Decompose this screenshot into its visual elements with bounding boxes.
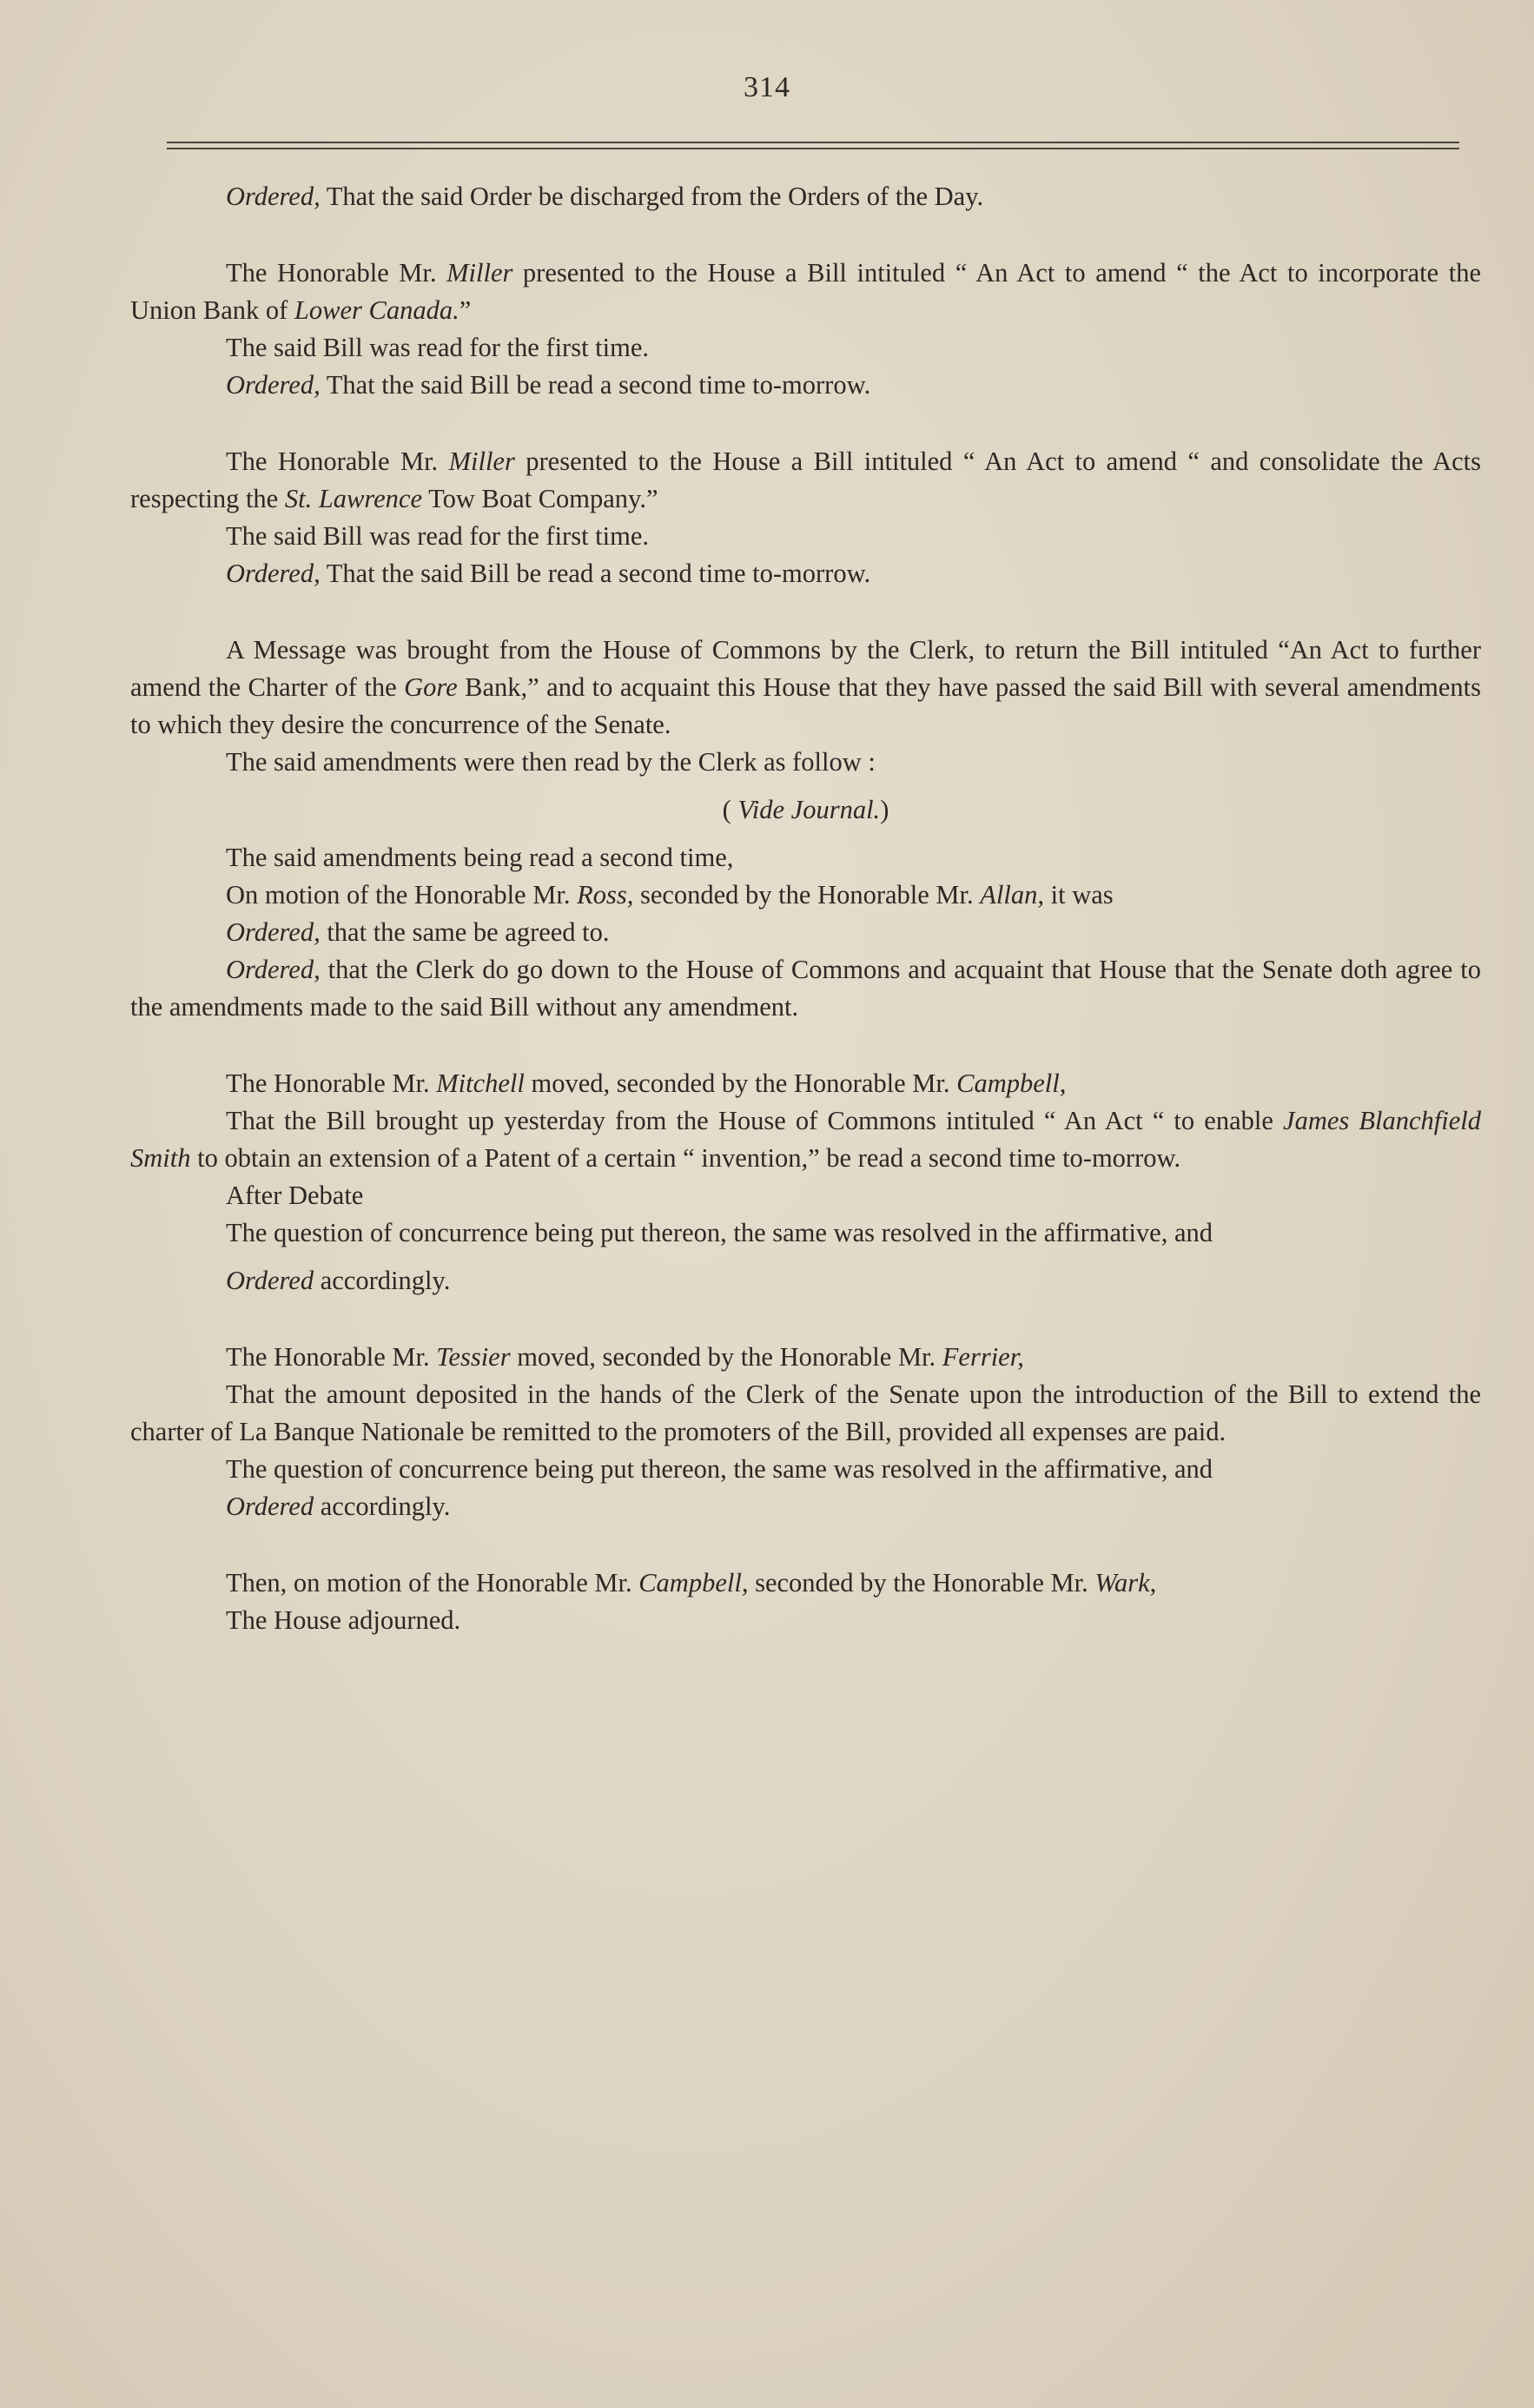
- text-run: The Honorable Mr.: [226, 1342, 437, 1372]
- italic-text: Miller: [446, 258, 513, 288]
- paragraph: [130, 1376, 1481, 1451]
- text-run: that the Clerk do go down to the House of Commons and acquaint that House that the Senate doth agree to the amendments made to the said Bill without any amendment.: [130, 955, 1481, 1022]
- paragraph: [130, 877, 1481, 914]
- paragraph: [130, 1488, 1481, 1525]
- text-run: The question of concurrence being put thereon, the same was resolved in the affirmative, and: [226, 1454, 1213, 1484]
- text-run: The Honorable Mr.: [226, 1068, 437, 1098]
- paragraph: [130, 329, 1481, 367]
- paragraph: [130, 1451, 1481, 1488]
- text-run: The Honorable Mr.: [226, 258, 447, 288]
- paragraph: [130, 555, 1481, 592]
- paragraph: [130, 951, 1481, 1026]
- paragraph: [130, 1602, 1481, 1639]
- text-run: The Honorable Mr.: [226, 447, 449, 476]
- paragraph: [130, 367, 1481, 404]
- italic-text: Mitchell: [436, 1068, 525, 1098]
- text-run: The said amendments were then read by the Clerk as follow :: [226, 747, 876, 777]
- text-run: The said Bill was read for the first time.: [226, 521, 650, 551]
- text-run: (: [722, 795, 738, 824]
- text-run: ): [880, 795, 889, 824]
- italic-text: Tessier: [436, 1342, 511, 1372]
- italic-text: Lower Canada.: [294, 295, 460, 325]
- paragraph: [130, 178, 1481, 215]
- text-run: Then, on motion of the Honorable Mr.: [226, 1568, 639, 1598]
- text-run: The said Bill was read for the first time.: [226, 333, 650, 362]
- italic-text: Wark,: [1094, 1568, 1157, 1598]
- italic-text: Vide Journal.: [737, 795, 881, 824]
- header-rule: [167, 142, 1459, 149]
- paragraph: [130, 914, 1481, 951]
- italic-text: Campbell,: [638, 1568, 749, 1598]
- text-run: presented to the House a Bill intituled “ An Act to amend “ and consolidate the Acts respecting the: [130, 447, 1481, 513]
- text-run: moved, seconded by the Honorable Mr.: [510, 1342, 942, 1372]
- paragraph: [130, 1177, 1481, 1214]
- text-run: That the said Bill be read a second time to-morrow.: [320, 559, 871, 588]
- paragraph: [130, 1339, 1481, 1376]
- text-run: The said amendments being read a second time,: [226, 843, 734, 872]
- paragraph: [130, 518, 1481, 555]
- text-run: That the amount deposited in the hands of the Clerk of the Senate upon the introduction of the Bill to extend the charter of La Banque Nationale be remitted to the promoters of the Bill, provided all expenses are paid.: [130, 1379, 1481, 1446]
- italic-text: James Blanchfield Smith: [130, 1106, 1481, 1173]
- text-run: That the said Bill be read a second time to-morrow.: [320, 370, 871, 400]
- text-run: That the said Order be discharged from the Orders of the Day.: [320, 182, 984, 211]
- text-run: to obtain an extension of a Patent of a certain “ invention,” be read a second time to-morrow.: [190, 1143, 1181, 1173]
- paragraph: [130, 1065, 1481, 1102]
- text-run: The House adjourned.: [226, 1605, 461, 1635]
- paragraph: [130, 744, 1481, 781]
- italic-text: Ferrier,: [942, 1342, 1024, 1372]
- text-run: that the same be agreed to.: [320, 917, 610, 947]
- italic-text: Ordered,: [226, 917, 321, 947]
- italic-text: Ordered,: [226, 182, 321, 211]
- italic-text: Ordered,: [226, 559, 321, 588]
- italic-text: Ordered: [226, 1492, 314, 1521]
- paragraph: [130, 1262, 1481, 1300]
- italic-text: Gore: [404, 672, 458, 702]
- text-run: seconded by the Honorable Mr.: [748, 1568, 1095, 1598]
- paragraph: [130, 443, 1481, 518]
- text-run: That the Bill brought up yesterday from the House of Commons intituled “ An Act “ to enable: [226, 1106, 1284, 1135]
- text-run: Bank,” and to acquaint this House that they have passed the said Bill with several amendments to which they desire the concurrence of the Senate.: [130, 672, 1481, 739]
- italic-text: Ross,: [577, 880, 634, 910]
- text-run: After Debate: [226, 1181, 364, 1210]
- paragraph: [130, 632, 1481, 744]
- italic-text: Ordered,: [226, 370, 321, 400]
- italic-text: Ordered: [226, 1266, 314, 1295]
- text-run: Tow Boat Company.”: [422, 484, 658, 513]
- paragraph: [130, 791, 1481, 829]
- italic-text: St. Lawrence: [284, 484, 422, 513]
- text-run: it was: [1044, 880, 1114, 910]
- paragraph: [130, 1565, 1481, 1602]
- text-run: presented to the House a Bill intituled “ An Act to amend “ the Act to incorporate the Union Bank of: [130, 258, 1481, 325]
- paragraph: [130, 255, 1481, 329]
- text-run: seconded by the Honorable Mr.: [633, 880, 981, 910]
- text-run: ”: [459, 295, 472, 325]
- text-run: moved, seconded by the Honorable Mr.: [524, 1068, 957, 1098]
- italic-text: Miller: [448, 447, 515, 476]
- text-run: accordingly.: [314, 1266, 451, 1295]
- text-run: The question of concurrence being put thereon, the same was resolved in the affirmative, and: [226, 1218, 1213, 1247]
- paragraph: [130, 1214, 1481, 1252]
- text-run: accordingly.: [314, 1492, 451, 1521]
- text-run: On motion of the Honorable Mr.: [226, 880, 578, 910]
- paragraph: [130, 839, 1481, 877]
- text-run: A Message was brought from the House of Commons by the Clerk, to return the Bill intituled “An Act to further amend the Charter of the: [130, 635, 1481, 702]
- italic-text: Campbell,: [956, 1068, 1067, 1098]
- page-number: 314: [744, 71, 790, 103]
- italic-text: Allan,: [980, 880, 1044, 910]
- paragraph: [130, 1102, 1481, 1177]
- italic-text: Ordered,: [226, 955, 321, 984]
- document-body: [130, 178, 1481, 1639]
